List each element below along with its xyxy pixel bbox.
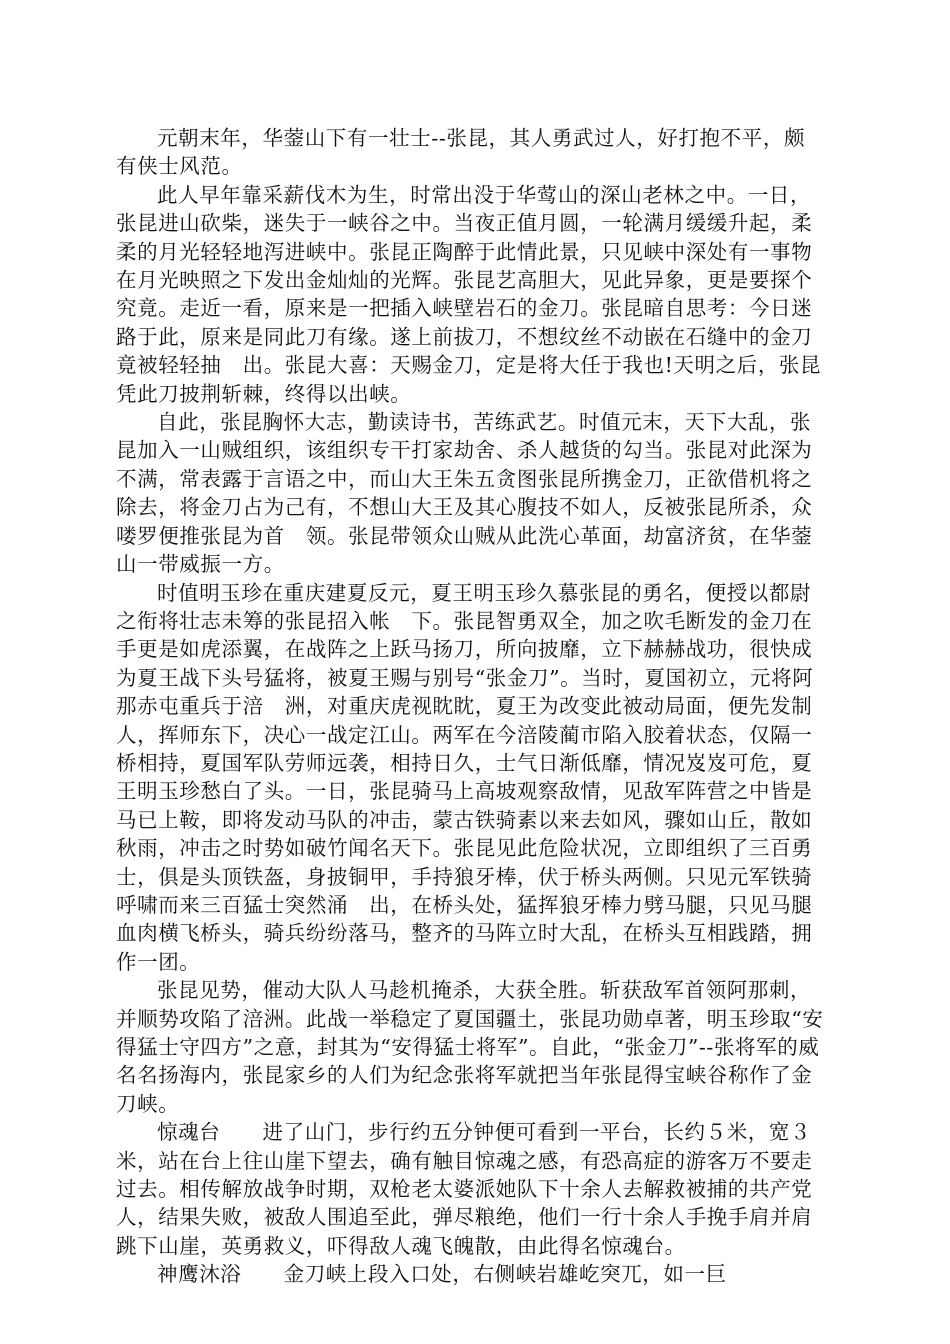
paragraph-victory-and-naming: 张昆见势，催动大队人马趁机掩杀，大获全胜。斩获敌军首领阿那刺，并顺势攻陷了涪洲。此战一举稳定了夏国疆土，张昆功勋卓著，明玉珍取“安得猛士守四方”之意，封其为“安得猛士将军”。自此，“张金刀”--张将军的威名名扬海内，张昆家乡的人们为纪念张将军就把当年张昆得宝峡谷称作了金刀峡。 bbox=[116, 978, 824, 1116]
paragraph-shenying-muyu: 神鹰沐浴 金刀峡上段入口处，右侧峡岩雄屹突兀，如一巨 bbox=[157, 1262, 727, 1287]
paragraph-jinghun-platform: 惊魂台 进了山门，步行约五分钟便可看到一平台，长约５米，宽３米，站在台上往山崖下望去，确有触目惊魂之感，有恐高症的游客万不要走过去。相传解放战争时期，双枪老太婆派她队下十余人去解救被捕的共产党人，结果失败，被敌人围追至此，弹尽粮绝，他们一行十余人手挽手肩并肩跳下山崖，英勇救义，吓得敌人魂飞魄散，由此得名惊魂台。 bbox=[116, 1120, 813, 1258]
paragraph-battle-at-bridge: 时值明玉珍在重庆建夏反元，夏王明玉珍久慕张昆的勇名，便授以都尉之衔将壮志未筹的张昆招入帐 下。张昆智勇双全，加之吹毛断发的金刀在手更是如虎添翼，在战阵之上跃马扬刀，所向披靡，立下赫赫战功，很快成为夏王战下头号猛将，被夏王赐与别号“张金刀”。当时，夏国初立，元将阿那赤屯重兵于涪 洲，对重庆虎视眈眈，夏王为改变此被动局面，便先发制人，挥师东下，决心一战定江山。两军在今涪陵蔺市陷入胶着状态，仅隔一桥相持，夏国军队劳师远袭，相持日久，士气日渐低靡，情况岌岌可危，夏王明玉珍愁白了头。一日，张昆骑马上高坡观察敌情，见敌军阵营之中皆是马已上鞍，即将发动马队的冲击，蒙古铁骑素以来去如风，骤如山丘，散如秋雨，冲击之时势如破竹闻名天下。张昆见此危险状况，立即组织了三百勇士，俱是头顶铁盔，身披铜甲，手持狼牙棒，伏于桥头两侧。只见元军铁骑呼啸而来三百猛士突然涌 出，在桥头处，猛挥狼牙棒力劈马腿，只见马腿血肉横飞桥头，骑兵纷纷落马，整齐的马阵立时大乱，在桥头互相践踏，拥作一团。 bbox=[116, 580, 814, 974]
paragraph-bandit-leader: 自此，张昆胸怀大志，勤读诗书，苦练武艺。时值元末，天下大乱，张昆加入一山贼组织，该组织专干打家劫舍、杀人越货的勾当。张昆对此深为不满，常表露于言语之中，而山大王朱五贪图张昆所携金刀，正欲借机将之除去，将金刀占为己有，不想山大王及其心腹技不如人，反被张昆所杀，众喽罗便推张昆为首 领。张昆带领众山贼从此洗心革面，劫富济贫，在华蓥山一带威振一方。 bbox=[116, 410, 813, 577]
document-body bbox=[116, 124, 824, 1289]
paragraph-golden-knife-discovery: 此人早年靠采薪伐木为生，时常出没于华莺山的深山老林之中。一日，张昆进山砍柴，迷失于一峡谷之中。当夜正值月圆，一轮满月缓缓升起，柔柔的月光轻轻地泻进峡中。张昆正陶醉于此情此景，只见峡中深处有一事物在月光映照之下发出金灿灿的光辉。张昆艺高胆大，见此异象，更是要探个究竟。走近一看，原来是一把插入峡壁岩石的金刀。张昆暗自思考：今日迷路于此，原来是同此刀有缘。遂上前拔刀，不想纹丝不动嵌在石缝中的金刀竟被轻轻抽 出。张昆大喜：天赐金刀，定是将大任于我也!天明之后，张昆凭此刀披荆斩棘，终得以出峡。 bbox=[116, 182, 822, 406]
paragraph-origin-intro: 元朝末年，华蓥山下有一壮士--张昆，其人勇武过人，好打抱不平，颇有侠士风范。 bbox=[116, 126, 806, 179]
